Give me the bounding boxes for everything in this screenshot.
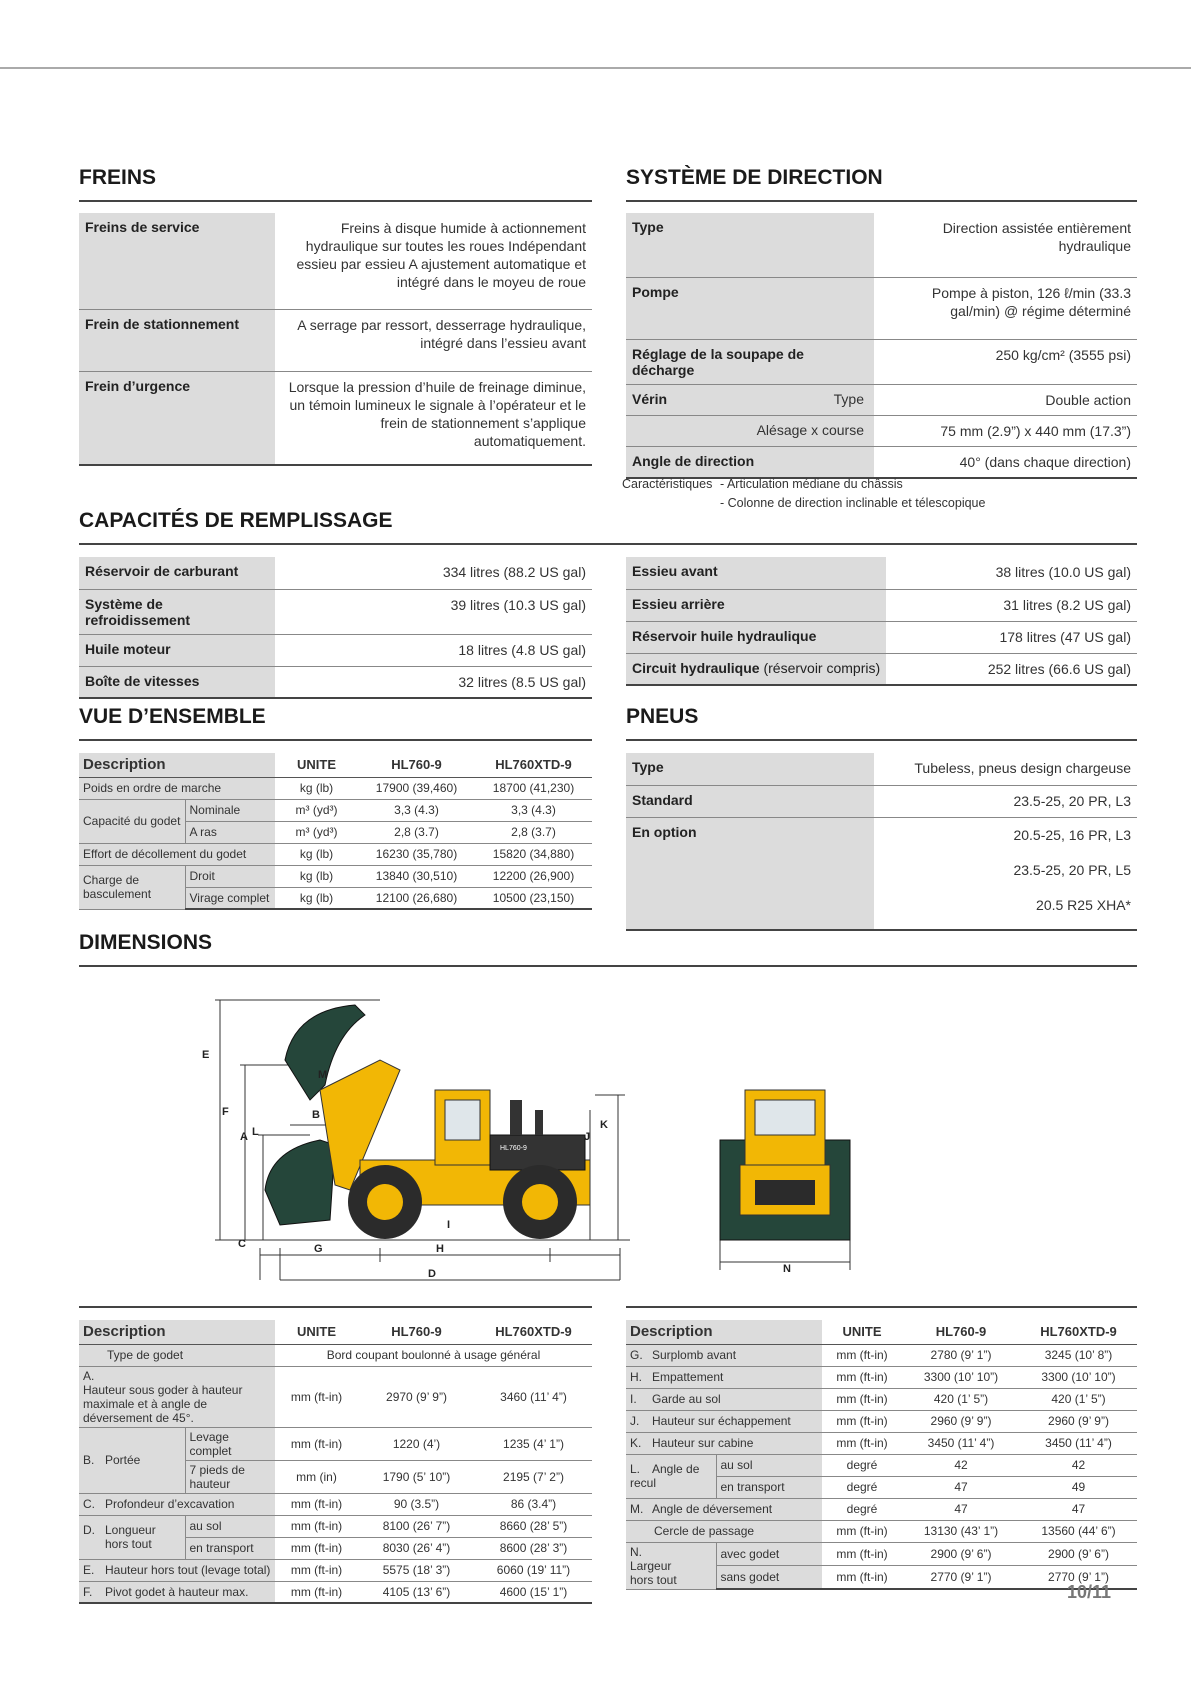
- col-unite: UNITE: [275, 1320, 358, 1344]
- row-value-a: 2770 (9’ 1”): [902, 1566, 1020, 1590]
- row-value-b: 47: [1020, 1498, 1137, 1520]
- row-value-b: 3300 (10’ 10”): [1020, 1366, 1137, 1388]
- row-value-a: 13130 (43’ 1”): [902, 1520, 1020, 1542]
- row-label: [626, 1542, 716, 1589]
- row-value-a: 1220 (4’): [358, 1427, 475, 1460]
- table-row: [79, 1366, 592, 1427]
- table-row: [626, 1454, 1137, 1476]
- row-label: Capacité du godet: [79, 799, 185, 843]
- row-unit: degré: [822, 1476, 902, 1498]
- row-value-b: 2960 (9’ 9”): [1020, 1410, 1137, 1432]
- row-value-b: 2,8 (3.7): [475, 821, 592, 843]
- verin-alesage-sub: Alésage x course: [626, 415, 874, 446]
- table-row: [626, 446, 1137, 478]
- row-sub: Nominale: [185, 799, 275, 821]
- row-value-b: 13560 (44’ 6”): [1020, 1520, 1137, 1542]
- table-row: [79, 1559, 592, 1581]
- frein-urgence-value: Lorsque la pression d’huile de freinage diminue, un témoin lumineux le signale à l’opérateur et le frein de stationnement s’applique automatiquement.: [275, 371, 592, 465]
- row-unit: mm (ft-in): [822, 1388, 902, 1410]
- frein-urgence-label: Frein d’urgence: [79, 371, 275, 465]
- col-hl760xtd: HL760XTD-9: [1020, 1320, 1137, 1344]
- row-value-a: 8100 (26’ 7”): [358, 1515, 475, 1537]
- row-unit: mm (ft-in): [822, 1520, 902, 1542]
- table-row: [79, 557, 592, 589]
- label: Surplomb avant: [652, 1348, 737, 1362]
- capacite-value: 39 litres (10.3 US gal): [275, 589, 592, 634]
- row-unit: degré: [822, 1454, 902, 1476]
- capacite-value: 38 litres (10.0 US gal): [886, 557, 1137, 589]
- direction-note-2: - Colonne de direction inclinable et télescopique: [720, 496, 986, 510]
- row-value-b: 6060 (19’ 11”): [475, 1559, 592, 1581]
- direction-rule: [626, 200, 1137, 202]
- row-sub: Droit: [185, 865, 275, 887]
- pneus-option-2: 23.5-25, 20 PR, L5: [1013, 861, 1131, 878]
- table-row: [626, 384, 1137, 415]
- letter-i: I: [447, 1219, 451, 1231]
- letter: J.: [630, 1414, 640, 1428]
- row-value-a: 2960 (9’ 9”): [902, 1410, 1020, 1432]
- capacite-label: Réservoir de carburant: [79, 557, 275, 589]
- table-row: [626, 785, 1137, 817]
- freins-title: FREINS: [79, 166, 157, 189]
- letter: M.: [630, 1502, 644, 1516]
- pneus-type-value: Tubeless, pneus design chargeuse: [874, 753, 1137, 785]
- table-row: [79, 1427, 592, 1460]
- direction-note-1: - Articulation médiane du châssis: [720, 477, 903, 491]
- table-row: [79, 753, 592, 777]
- capacites-title: CAPACITÉS DE REMPLISSAGE: [79, 509, 393, 532]
- row-value-b: 49: [1020, 1476, 1137, 1498]
- frein-stationnement-value: A serrage par ressort, desserrage hydraulique, intégré dans l’essieu avant: [275, 309, 592, 371]
- letter: B.: [83, 1453, 95, 1467]
- label: Hauteur hors tout (levage total): [105, 1563, 271, 1577]
- capacite-value: 178 litres (47 US gal): [886, 621, 1137, 653]
- row-value-a: 420 (1’ 5”): [902, 1388, 1020, 1410]
- letter-d: D: [428, 1268, 436, 1280]
- direction-pompe-value: Pompe à piston, 126 ℓ/min (33.3 gal/min) @ régime déterminé: [874, 277, 1137, 339]
- pneus-table: [626, 753, 1137, 931]
- capacite-label: Boîte de vitesses: [79, 666, 275, 698]
- dim-right-rule: [626, 1306, 1137, 1308]
- row-value-b: 42: [1020, 1454, 1137, 1476]
- letter: I.: [630, 1392, 637, 1406]
- label: Hauteur sous goder à hauteur maximale et à angle de déversement de 45°.: [83, 1382, 243, 1425]
- row-value-a: 47: [902, 1498, 1020, 1520]
- table-row: [79, 843, 592, 865]
- direction-angle-value: 40° (dans chaque direction): [874, 446, 1137, 478]
- row-value-a: 2780 (9’ 1”): [902, 1344, 1020, 1366]
- dimensions-right-table: [626, 1320, 1137, 1590]
- label: Hauteur sur échappement: [652, 1414, 791, 1428]
- row-label: [626, 1498, 822, 1520]
- letter: E.: [83, 1563, 95, 1577]
- table-row: [79, 1344, 592, 1366]
- row-unit: mm (ft-in): [275, 1559, 358, 1581]
- row-value-a: 42: [902, 1454, 1020, 1476]
- loader-front-view: [720, 1090, 850, 1240]
- table-row: [79, 634, 592, 666]
- capacite-value: 32 litres (8.5 US gal): [275, 666, 592, 698]
- table-row: [79, 1320, 592, 1344]
- row-label: [79, 1427, 185, 1493]
- row-value-b: 3,3 (4.3): [475, 799, 592, 821]
- row-unit: m³ (yd³): [275, 821, 358, 843]
- ensemble-table: [79, 753, 592, 910]
- row-label: [79, 1559, 275, 1581]
- row-unit: kg (lb): [275, 843, 358, 865]
- letter: A.: [83, 1368, 95, 1383]
- row-unit: m³ (yd³): [275, 799, 358, 821]
- col-hl760xtd: HL760XTD-9: [475, 753, 592, 777]
- table-row: [626, 653, 1137, 685]
- row-value-a: 3,3 (4.3): [358, 799, 475, 821]
- pneus-option-3: 20.5 R25 XHA*: [1036, 896, 1131, 913]
- label: Hauteur sur cabine: [652, 1436, 754, 1450]
- direction-soupape-value: 250 kg/cm² (3555 psi): [874, 339, 1137, 384]
- table-row: [79, 371, 592, 465]
- table-row: [79, 589, 592, 634]
- col-hl760: HL760-9: [358, 753, 475, 777]
- letter-l: L: [252, 1126, 259, 1138]
- row-label: [626, 1388, 822, 1410]
- row-sub: avec godet: [716, 1542, 822, 1566]
- row-unit: kg (lb): [275, 865, 358, 887]
- label: Profondeur d’excavation: [105, 1497, 235, 1511]
- direction-verin-label: [626, 384, 874, 415]
- row-value-b: 3460 (11’ 4”): [475, 1366, 592, 1427]
- row-label: [79, 1493, 275, 1515]
- row-unit: mm (ft-in): [822, 1366, 902, 1388]
- row-unit: mm (ft-in): [822, 1344, 902, 1366]
- table-row: [626, 589, 1137, 621]
- direction-notes-label: Caractéristiques: [622, 477, 713, 491]
- row-sub: Levage complet: [185, 1427, 275, 1460]
- table-row: [626, 213, 1137, 277]
- row-value-a: 2970 (9’ 9”): [358, 1366, 475, 1427]
- row-unit: mm (ft-in): [275, 1515, 358, 1537]
- row-value-a: 2,8 (3.7): [358, 821, 475, 843]
- table-row: [626, 277, 1137, 339]
- direction-verin-type-value: Double action: [874, 384, 1137, 415]
- table-row: [79, 666, 592, 698]
- page-number: 10/11: [1066, 1582, 1111, 1602]
- row-unit: mm (ft-in): [822, 1542, 902, 1566]
- row-value-b: 15820 (34,880): [475, 843, 592, 865]
- row-unit: mm (ft-in): [822, 1410, 902, 1432]
- row-value-a: 90 (3.5”): [358, 1493, 475, 1515]
- letter-a: A: [240, 1131, 248, 1143]
- row-label: [79, 1366, 275, 1427]
- wheel-loader-drawing: [200, 990, 920, 1285]
- pneus-type-label: Type: [626, 753, 874, 785]
- row-value-b: 12200 (26,900): [475, 865, 592, 887]
- row-value-b: 3450 (11’ 4”): [1020, 1432, 1137, 1454]
- table-row: [626, 1410, 1137, 1432]
- dimensions-title: DIMENSIONS: [79, 931, 213, 954]
- table-row: [79, 309, 592, 371]
- table-row: [626, 1388, 1137, 1410]
- letter-b: B: [312, 1109, 320, 1121]
- row-value: Bord coupant boulonné à usage général: [275, 1344, 592, 1366]
- letter-m: M: [318, 1069, 328, 1081]
- row-unit: mm (ft-in): [275, 1366, 358, 1427]
- letter-c: C: [238, 1238, 246, 1250]
- capacite-value: 334 litres (88.2 US gal): [275, 557, 592, 589]
- row-label: Poids en ordre de marche: [79, 777, 275, 799]
- letter: K.: [630, 1436, 642, 1450]
- row-unit: mm (ft-in): [275, 1427, 358, 1460]
- row-sub: au sol: [185, 1515, 275, 1537]
- row-value-a: 5575 (18’ 3”): [358, 1559, 475, 1581]
- row-unit: mm (ft-in): [822, 1432, 902, 1454]
- letter: L.: [630, 1462, 641, 1476]
- row-label: Type de godet: [79, 1344, 275, 1366]
- row-value-b: 2900 (9’ 6”): [1020, 1542, 1137, 1566]
- capacite-value: 18 litres (4.8 US gal): [275, 634, 592, 666]
- row-value-a: 2900 (9’ 6”): [902, 1542, 1020, 1566]
- row-sub: au sol: [716, 1454, 822, 1476]
- table-row: [79, 213, 592, 309]
- label: Pivot godet à hauteur max.: [105, 1584, 249, 1599]
- col-hl760xtd: HL760XTD-9: [475, 1320, 592, 1344]
- row-label: Effort de décollement du godet: [79, 843, 275, 865]
- row-value-b: 86 (3.4”): [475, 1493, 592, 1515]
- dim-left-rule: [79, 1306, 592, 1308]
- col-unite: UNITE: [275, 753, 358, 777]
- row-value-b: 10500 (23,150): [475, 887, 592, 909]
- row-unit: mm (ft-in): [275, 1537, 358, 1559]
- row-unit: mm (ft-in): [275, 1493, 358, 1515]
- row-label: [79, 1515, 185, 1559]
- capacite-value: 252 litres (66.6 US gal): [886, 653, 1137, 685]
- direction-soupape-label: Réglage de la soupape de décharge: [626, 339, 874, 384]
- col-hl760: HL760-9: [358, 1320, 475, 1344]
- letter-j: J: [584, 1131, 591, 1143]
- row-unit: degré: [822, 1498, 902, 1520]
- table-row: [79, 1515, 592, 1537]
- capacite-label: [626, 653, 886, 685]
- row-sub: Virage complet: [185, 887, 275, 909]
- table-row: [626, 753, 1137, 785]
- freins-table: [79, 213, 592, 466]
- col-description: Description: [79, 1320, 275, 1344]
- dimensions-left-table: [79, 1320, 592, 1604]
- direction-angle-label: Angle de direction: [626, 446, 874, 478]
- row-value-a: 3450 (11’ 4”): [902, 1432, 1020, 1454]
- capacites-left-table: [79, 557, 592, 699]
- verin-label: Vérin: [632, 390, 668, 407]
- row-label: [626, 1366, 822, 1388]
- table-row: [626, 415, 1137, 446]
- table-row: [626, 1366, 1137, 1388]
- row-value-b: 3245 (10’ 8”): [1020, 1344, 1137, 1366]
- row-sub: en transport: [716, 1476, 822, 1498]
- letter: G.: [630, 1348, 643, 1362]
- pneus-rule: [626, 739, 1137, 741]
- row-value-a: 47: [902, 1476, 1020, 1498]
- row-value-a: 17900 (39,460): [358, 777, 475, 799]
- table-row: [626, 1520, 1137, 1542]
- row-value-b: 4600 (15’ 1”): [475, 1581, 592, 1603]
- model-decal: HL760-9: [500, 1145, 527, 1152]
- direction-type-label: Type: [626, 213, 874, 277]
- row-value-b: 1235 (4’ 1”): [475, 1427, 592, 1460]
- row-label: Charge de basculement: [79, 865, 185, 909]
- letter-f: F: [222, 1106, 229, 1118]
- top-divider: [0, 67, 1191, 69]
- letter-g: G: [314, 1243, 323, 1255]
- pneus-option-label: En option: [626, 817, 874, 930]
- row-unit: mm (in): [275, 1460, 358, 1493]
- letter: F.: [83, 1584, 93, 1599]
- row-label: [626, 1344, 822, 1366]
- direction-pompe-label: Pompe: [626, 277, 874, 339]
- frein-stationnement-label: Frein de stationnement: [79, 309, 275, 371]
- row-value-b: 8600 (28’ 3”): [475, 1537, 592, 1559]
- table-row: [79, 799, 592, 821]
- capacite-label: Essieu avant: [626, 557, 886, 589]
- row-label: [626, 1410, 822, 1432]
- circuit-extra: (réservoir compris): [759, 659, 881, 676]
- label: Garde au sol: [652, 1392, 721, 1406]
- row-value-a: 3300 (10’ 10”): [902, 1366, 1020, 1388]
- label: Longueur hors tout: [105, 1523, 156, 1551]
- pneus-option-values: [874, 817, 1137, 930]
- capacite-label: Essieu arrière: [626, 589, 886, 621]
- direction-type-value: Direction assistée entièrement hydraulique: [874, 213, 1137, 277]
- row-sub: en transport: [185, 1537, 275, 1559]
- row-label: [626, 1432, 822, 1454]
- col-description: Description: [626, 1320, 822, 1344]
- capacite-label: Réservoir huile hydraulique: [626, 621, 886, 653]
- table-row: [626, 339, 1137, 384]
- capacite-value: 31 litres (8.2 US gal): [886, 589, 1137, 621]
- letter: D.: [83, 1523, 95, 1537]
- col-description: Description: [79, 753, 275, 777]
- row-sub: sans godet: [716, 1566, 822, 1590]
- row-value-a: 1790 (5’ 10”): [358, 1460, 475, 1493]
- capacites-rule: [79, 543, 1137, 545]
- label: Angle de recul: [630, 1462, 700, 1490]
- letter: N.: [630, 1544, 642, 1559]
- freins-service-value: Freins à disque humide à actionnement hydraulique sur toutes les roues Indépendant essieu par essieu A ajustement automatique et intégré dans le moyeu de roue: [275, 213, 592, 309]
- col-hl760: HL760-9: [902, 1320, 1020, 1344]
- row-sub: A ras: [185, 821, 275, 843]
- row-unit: mm (ft-in): [275, 1581, 358, 1603]
- label: Empattement: [652, 1370, 724, 1384]
- row-value-a: 4105 (13’ 6”): [358, 1581, 475, 1603]
- direction-verin-alesage-value: 75 mm (2.9”) x 440 mm (17.3”): [874, 415, 1137, 446]
- table-row: [626, 1542, 1137, 1566]
- row-unit: mm (ft-in): [822, 1566, 902, 1590]
- row-unit: kg (lb): [275, 887, 358, 909]
- circuit-label: Circuit hydraulique: [632, 659, 760, 676]
- letter-e: E: [202, 1049, 210, 1061]
- row-value-a: 8030 (26’ 4”): [358, 1537, 475, 1559]
- dimensions-rule: [79, 965, 1137, 967]
- row-sub: 7 pieds de hauteur: [185, 1460, 275, 1493]
- capacite-label: Système de refroidissement: [79, 589, 275, 634]
- label: Angle de déversement: [652, 1502, 773, 1516]
- row-label: Cercle de passage: [626, 1520, 822, 1542]
- row-value-b: 2195 (7’ 2”): [475, 1460, 592, 1493]
- row-value-b: 8660 (28’ 5”): [475, 1515, 592, 1537]
- verin-type-sub: Type: [833, 390, 864, 407]
- pneus-standard-value: 23.5-25, 20 PR, L3: [874, 785, 1137, 817]
- table-row: [79, 1581, 592, 1603]
- table-row: [626, 621, 1137, 653]
- row-value-a: 12100 (26,680): [358, 887, 475, 909]
- table-row: [626, 1344, 1137, 1366]
- ensemble-rule: [79, 739, 592, 741]
- row-label: [626, 1454, 716, 1498]
- table-row: [626, 817, 1137, 930]
- capacites-right-table: [626, 557, 1137, 686]
- pneus-option-1: 20.5-25, 16 PR, L3: [1013, 826, 1131, 843]
- table-row: [79, 777, 592, 799]
- table-row: [79, 865, 592, 887]
- letter: C.: [83, 1497, 95, 1511]
- table-row: [626, 1498, 1137, 1520]
- table-row: [79, 1493, 592, 1515]
- letter-n: N: [783, 1263, 791, 1275]
- table-row: [626, 1320, 1137, 1344]
- letter-k: K: [600, 1119, 608, 1131]
- capacite-label: Huile moteur: [79, 634, 275, 666]
- row-label: [79, 1581, 275, 1603]
- col-unite: UNITE: [822, 1320, 902, 1344]
- label: Largeur hors tout: [630, 1558, 677, 1587]
- pneus-title: PNEUS: [626, 705, 699, 728]
- table-row: [626, 1432, 1137, 1454]
- ensemble-title: VUE D’ENSEMBLE: [79, 705, 266, 728]
- pneus-standard-label: Standard: [626, 785, 874, 817]
- loader-side-view: [265, 1005, 590, 1239]
- freins-service-label: Freins de service: [79, 213, 275, 309]
- row-value-b: 18700 (41,230): [475, 777, 592, 799]
- row-value-a: 13840 (30,510): [358, 865, 475, 887]
- label: Portée: [105, 1453, 141, 1467]
- row-value-a: 16230 (35,780): [358, 843, 475, 865]
- letter-h: H: [436, 1243, 444, 1255]
- freins-rule: [79, 200, 592, 202]
- row-unit: kg (lb): [275, 777, 358, 799]
- direction-title: SYSTÈME DE DIRECTION: [626, 166, 883, 189]
- table-row: [626, 557, 1137, 589]
- letter: H.: [630, 1370, 642, 1384]
- row-value-b: 2770 (9’ 1”): [1020, 1566, 1137, 1590]
- row-value-b: 420 (1’ 5”): [1020, 1388, 1137, 1410]
- direction-table: [626, 213, 1137, 479]
